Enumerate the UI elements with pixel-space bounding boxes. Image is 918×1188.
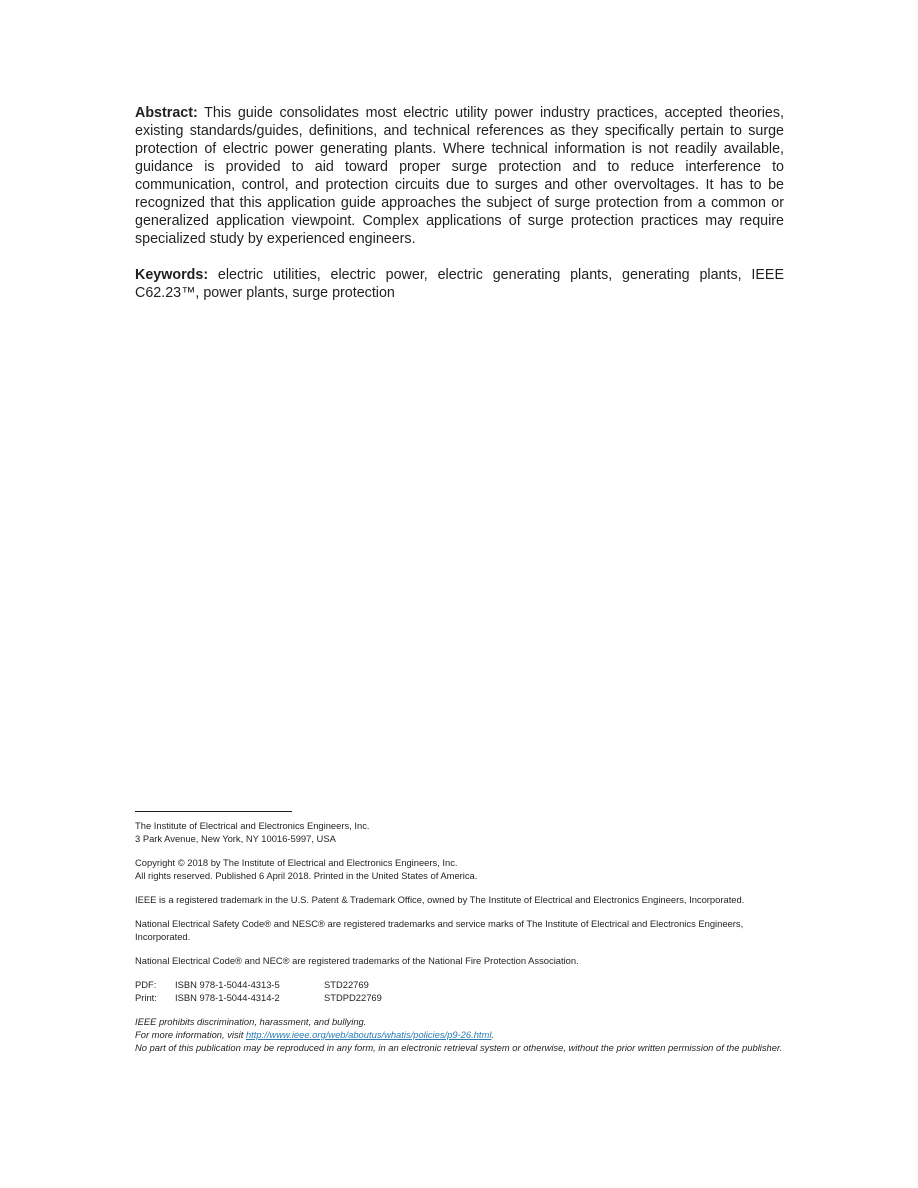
- keywords-label: Keywords:: [135, 267, 209, 283]
- publisher-block: [135, 819, 784, 845]
- policy-link[interactable]: http://www.ieee.org/web/aboutus/whatis/policies/p9-26.html: [245, 1029, 492, 1040]
- isbn-number: ISBN 978-1-5044-4313-5: [175, 979, 280, 990]
- abstract-text: This guide consolidates most electric utility power industry practices, accepted theories, existing standards/guides, definitions, and technical references as they specifically pertain to surge protection of electric power generating plants. Where technical information is not readily available, guidance is provided to aid toward proper surge protection and to reduce interference to communication, control, and protection circuits due to surges and other overvoltages. It has to be recognized that this application guide approaches the subject of surge protection from a common or generalized application viewpoint. Complex applications of surge protection practices may require specialized study by experienced engineers.: [135, 105, 784, 247]
- isbn-format: Print:: [135, 992, 157, 1003]
- abstract-label: Abstract:: [135, 105, 198, 121]
- keywords-text: electric utilities, electric power, electric generating plants, generating plants, IEEE C62.23™, power plants, surge protection: [135, 267, 784, 301]
- more-info-line: [135, 1028, 784, 1041]
- copyright-line-2: All rights reserved. Published 6 April 2018. Printed in the United States of America.: [135, 870, 478, 881]
- more-info-suffix: .: [491, 1029, 495, 1040]
- copyright-block: [135, 856, 784, 882]
- footer-notes: [135, 811, 784, 1054]
- document-page: [135, 0, 784, 1188]
- isbn-number: ISBN 978-1-5044-4314-2: [175, 992, 280, 1003]
- publisher-name: The Institute of Electrical and Electronics Engineers, Inc.: [135, 820, 370, 831]
- isbn-row-print: [135, 991, 784, 1004]
- isbn-format: PDF:: [135, 979, 157, 990]
- isbn-std: STDPD22769: [324, 992, 382, 1003]
- isbn-std: STD22769: [324, 979, 369, 990]
- policy-block: [135, 1015, 784, 1054]
- abstract-paragraph: [135, 104, 784, 248]
- publisher-address: 3 Park Avenue, New York, NY 10016-5997, USA: [135, 833, 336, 844]
- isbn-table: [135, 978, 784, 1004]
- keywords-paragraph: [135, 266, 784, 302]
- more-info-prefix: For more information, visit: [135, 1029, 246, 1040]
- reproduction-notice: No part of this publication may be reproduced in any form, in an electronic retrieval system or otherwise, without the prior written permission of the publisher.: [135, 1042, 783, 1053]
- copyright-line-1: Copyright © 2018 by The Institute of Electrical and Electronics Engineers, Inc.: [135, 857, 458, 868]
- footnote-divider: [135, 811, 292, 812]
- policy-line: IEEE prohibits discrimination, harassment, and bullying.: [135, 1016, 367, 1027]
- trademark-nec: National Electrical Code® and NEC® are registered trademarks of the National Fire Protection Association.: [135, 955, 579, 966]
- trademark-ieee: IEEE is a registered trademark in the U.S. Patent & Trademark Office, owned by The Institute of Electrical and Electronics Engineers, Incorporated.: [135, 894, 745, 905]
- isbn-row-pdf: [135, 978, 784, 991]
- trademark-nesc: National Electrical Safety Code® and NESC® are registered trademarks and service marks of The Institute of Electrical and Electronics Engineers, Incorporated.: [135, 918, 744, 942]
- main-content: [135, 104, 784, 302]
